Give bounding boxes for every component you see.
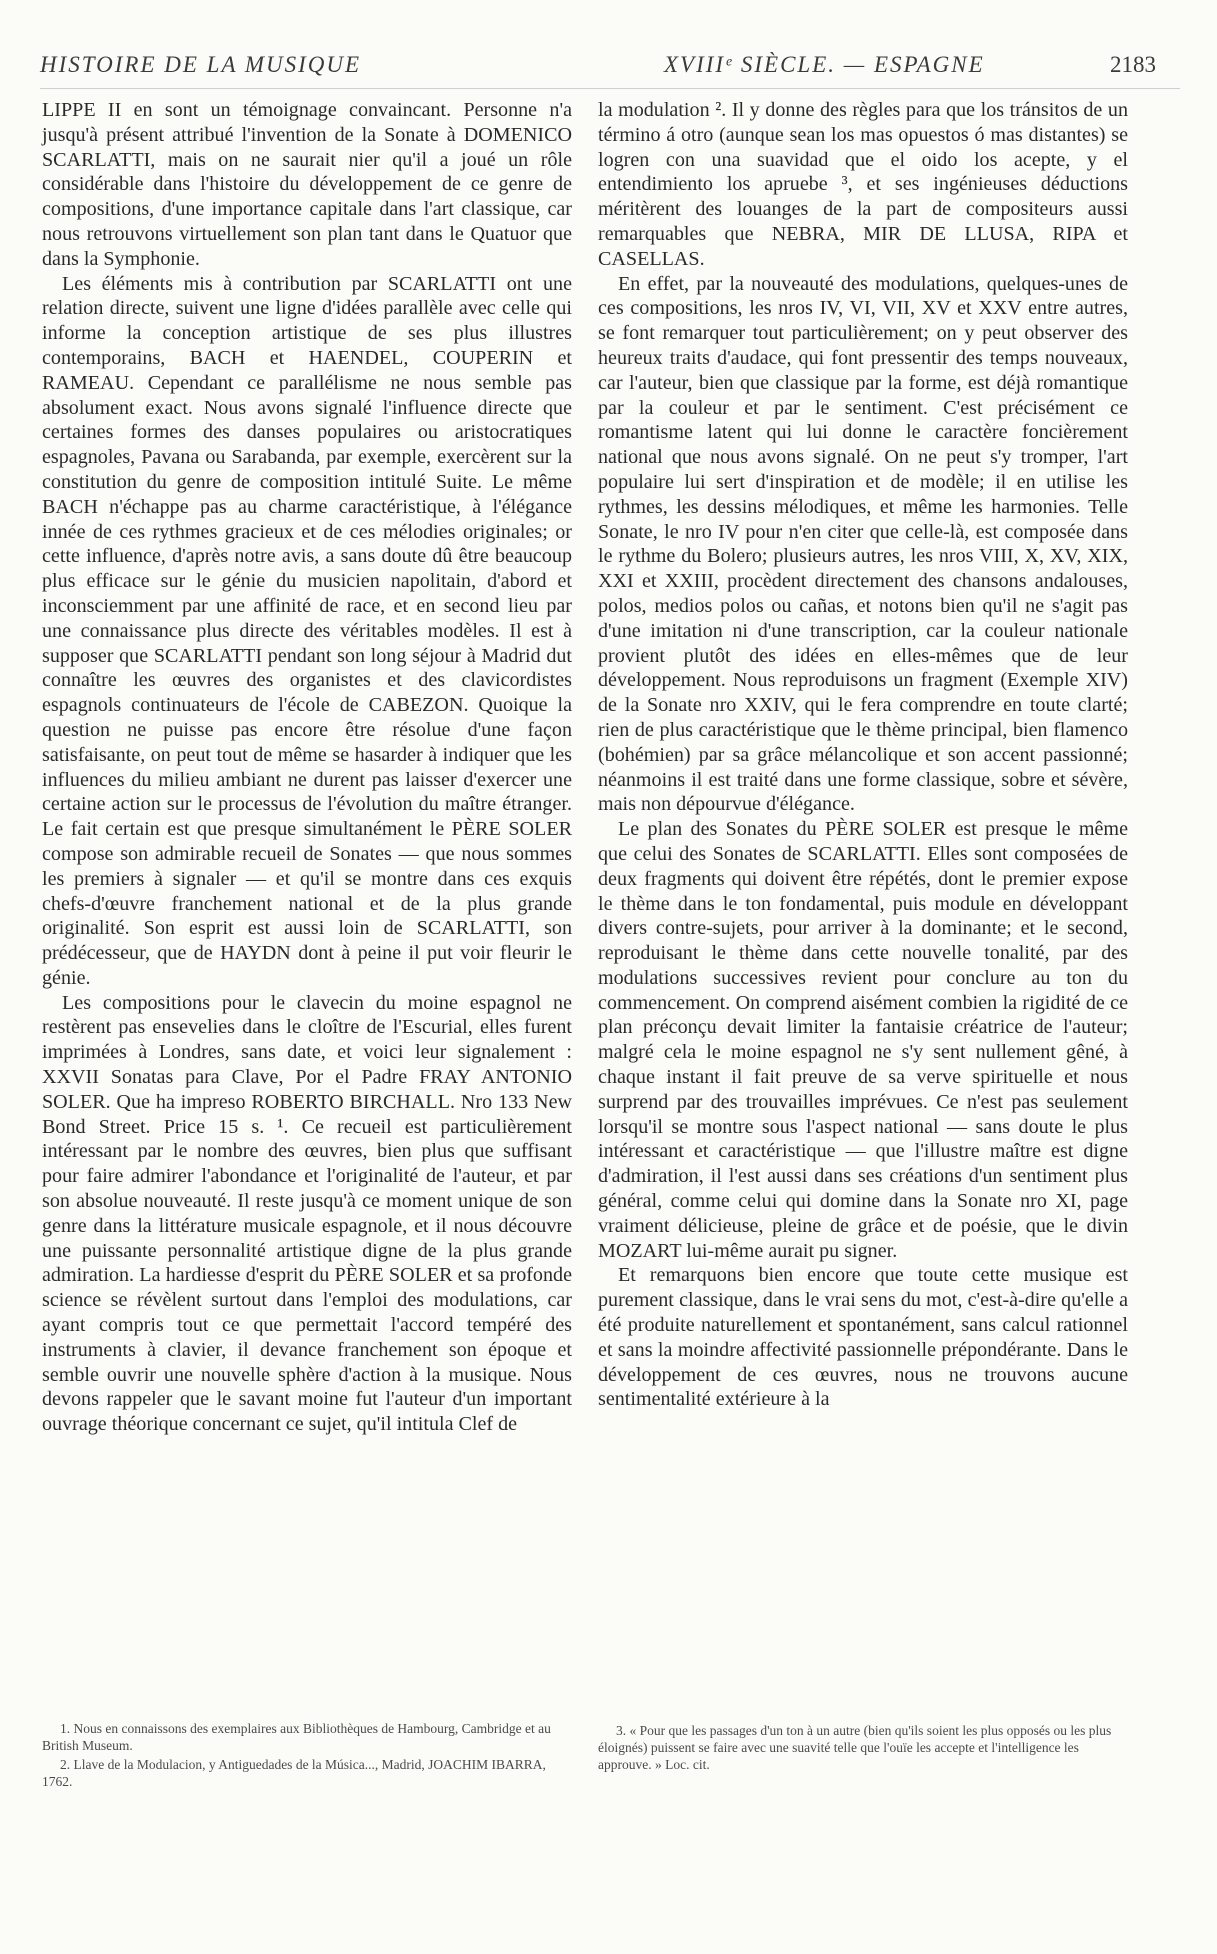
footnote: 3. « Pour que les passages d'un ton à un autre (bien qu'ils soient les plus opposés ou les plus éloignés) puissent se faire avec une suavité telle que l'ouïe les accepte et l'intelligence les approuve. » Loc. cit. bbox=[598, 1723, 1112, 1772]
paragraph: la modulation ². Il y donne des règles para que los tránsitos de un término á otro (aunque sean los mas opuestos ó mas distantes) se logren con una suavidad que el oido los acepte, y el entendimiento los apruebe ³, et ses ingénieuses déductions méritèrent des louanges de la part de compositeurs aussi remarquables que NEBRA, MIR DE LLUSA, RIPA et CASELLAS. bbox=[598, 99, 1128, 270]
paragraph: Les éléments mis à contribution par SCARLATTI ont une relation directe, suivent une ligne d'idées parallèle avec celle qui informe la conception artistique de ses plus illustres contemporains, BACH et HAENDEL, COUPERIN et RAMEAU. Cependant ce parallélisme ne nous semble pas absolument exact. Nous avons signalé l'influence directe que certaines formes des danses populaires ou aristocratiques espagnoles, Pavana ou Sarabanda, par exemple, exercèrent sur la constitution du genre de composition intitulé Suite. Le même BACH n'échappe pas au charme caractéristique, à l'élégance innée de ces rythmes gracieux et de ces mélodies originales; or cette influence, d'après notre avis, a sans doute dû être beaucoup plus efficace sur le génie du musicien napolitain, d'abord et inconsciemment par une affinité de race, et en second lieu par une connaissance plus directe des véritables modèles. Il est à supposer que SCARLATTI pendant son long séjour à Madrid dut connaître les œuvres des organistes et des clavicordistes espagnols continuateurs de l'école de CABEZON. Quoique la question ne puisse pas encore être résolue d'une façon satisfaisante, on peut tout de même se hasarder à indiquer que les influences du milieu ambiant ne durent pas laisser d'exercer une certaine action sur le processus de l'évolution du maître étranger. Le fait certain est que presque simultanément le PÈRE SOLER compose son admirable recueil de Sonates — que nous sommes les premiers à signaler — et qu'il se montre dans ces exquis chefs-d'œuvre franchement national et de la plus grande originalité. Son esprit est aussi loin de SCARLATTI, son prédécesseur, que de HAYDN dont à peine il put voir fleurir le génie. bbox=[42, 272, 572, 989]
footnotes-left bbox=[42, 1720, 572, 1792]
page-number: 2183 bbox=[1110, 52, 1156, 77]
footnotes-right bbox=[598, 1722, 1128, 1775]
footnote: 2. Llave de la Modulacion, y Antiguedades de la Música..., Madrid, JOACHIM IBARRA, 1762. bbox=[42, 1757, 546, 1789]
footnote: 1. Nous en connaissons des exemplaires aux Bibliothèques de Hambourg, Cambridge et au British Museum. bbox=[42, 1721, 551, 1753]
paragraph: Et remarquons bien encore que toute cette musique est purement classique, dans le vrai sens du mot, c'est-à-dire qu'elle a été produite naturellement et spontanément, sans calcul rationnel et sans la moindre affectivité passionnelle prépondérante. Dans le développement de ces œuvres, nous ne trouvons aucune sentimentalité extérieure à la bbox=[598, 1264, 1128, 1411]
running-header-section: XVIIIᵉ SIÈCLE. — ESPAGNE bbox=[664, 52, 985, 77]
paragraph: En effet, par la nouveauté des modulations, quelques-unes de ces compositions, les nros IV, VI, VII, XV et XXV entre autres, se font remarquer tout particulièrement; on y peut observer des heureux traits d'audace, qui font pressentir des temps nouveaux, car l'auteur, bien que classique par la forme, est déjà romantique par la couleur et par le sentiment. C'est précisément ce romantisme latent qui lui donne le caractère foncièrement national que nous avons signalé. On ne peut s'y tromper, l'art populaire lui sert d'inspiration et de modèle; il en utilise les rythmes, les dessins mélodiques, et même les harmonies. Telle Sonate, le nro IV pour n'en citer que celle-là, est composée dans le rythme du Bolero; plusieurs autres, les nros VIII, X, XV, XIX, XXI et XXIII, procèdent directement des chansons andalouses, polos, medios polos ou cañas, et notons bien qu'il ne s'agit pas d'une imitation ni d'une transcription, car la couleur nationale provient plutôt des idées en elles-mêmes que de leur développement. Nous reproduisons un fragment (Exemple XIV) de la Sonate nro XXIV, qui le fera comprendre en toute clarté; rien de plus caractéristique que le thème principal, bien flamenco (bohémien) par sa grâce mélancolique et son accent passionné; néanmoins il est traité dans une forme classique, sobre et sévère, mais non dépourvue d'élégance. bbox=[598, 272, 1128, 816]
paragraph: Les compositions pour le clavecin du moine espagnol ne restèrent pas ensevelies dans le cloître de l'Escurial, elles furent imprimées à Londres, sans date, et voici leur signalement : XXVII Sonatas para Clave, Por el Padre FRAY ANTONIO SOLER. Que ha impreso ROBERTO BIRCHALL. Nro 133 New Bond Street. Price 15 s. ¹. Ce recueil est particulièrement intéressant par le nombre des œuvres, bien plus que suffisant pour faire admirer l'abondance et l'originalité de l'auteur, et par son absolue nouveauté. Il reste jusqu'à ce moment unique de son genre dans la littérature musicale espagnole, et il nous découvre une puissante personnalité artistique digne de la plus grande admiration. La hardiesse d'esprit du PÈRE SOLER et sa profonde science se révèlent surtout dans l'emploi des modulations, car ayant compris tout ce que permettait l'accord tempéré des instruments à clavier, il devance franchement son époque et semble ouvrir une nouvelle sphère d'action à la musique. Nous devons rappeler que le savant moine fut l'auteur d'un important ouvrage théorique concernant ce sujet, qu'il intitula Clef de bbox=[42, 991, 572, 1436]
paragraph: LIPPE II en sont un témoignage convaincant. Personne n'a jusqu'à présent attribué l'invention de la Sonate à DOMENICO SCARLATTI, mais on ne saurait nier qu'il a joué un rôle considérable dans l'histoire du développement de ce genre de compositions, d'une importance capitale dans l'art classique, car nous retrouvons virtuellement son plan tant dans le Quatuor que dans la Symphonie. bbox=[42, 99, 572, 270]
header-rule bbox=[40, 88, 1180, 89]
running-header-title: HISTOIRE DE LA MUSIQUE bbox=[40, 52, 362, 77]
paragraph: Le plan des Sonates du PÈRE SOLER est presque le même que celui des Sonates de SCARLATTI. Elles sont composées de deux fragments qui doivent être répétés, dont le premier expose le thème dans le ton fondamental, puis module en développant divers contre-sujets, pour arriver à la dominante; et le second, reproduisant le thème dans cette nouvelle tonalité, par des modulations successives revient pour conclure au ton du commencement. On comprend aisément combien la rigidité de ce plan préconçu devait limiter la fantaisie créatrice de l'auteur; malgré cela le moine espagnol ne s'y sent nullement gêné, à chaque instant il fait preuve de sa verve spirituelle et nous surprend par des trouvailles imprévues. Ce n'est pas seulement lorsqu'il se montre sous l'aspect national — sans doute le plus intéressant et caractéristique — que l'illustre maître est digne d'admiration, il l'est aussi dans ses créations d'un sentiment plus général, comme celui qui domine dans la Sonate nro XI, page vraiment délicieuse, pleine de grâce et de poésie, que le divin MOZART lui-même aurait pu signer. bbox=[598, 818, 1128, 1262]
left-column bbox=[42, 98, 572, 1437]
right-column bbox=[598, 98, 1128, 1412]
